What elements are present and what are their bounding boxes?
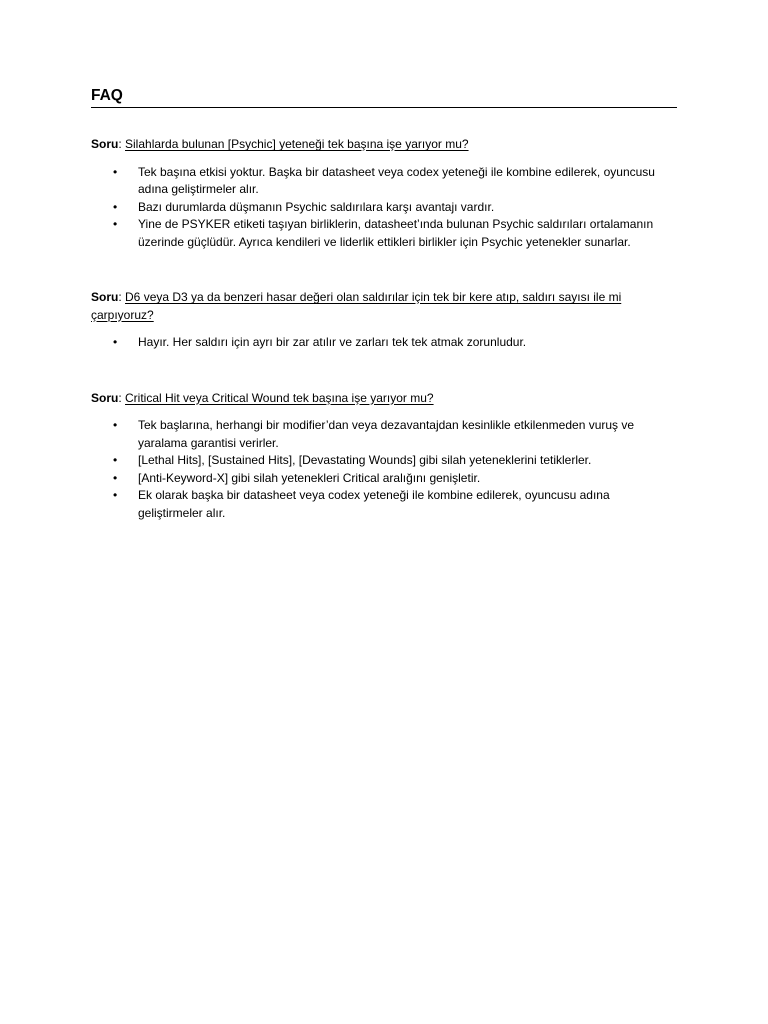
bullet-icon: • bbox=[113, 335, 118, 349]
faq-question: Soru: Critical Hit veya Critical Wound tek başına işe yarıyor mu? bbox=[91, 390, 434, 405]
bullet-icon: • bbox=[113, 217, 118, 231]
answer-item bbox=[91, 199, 677, 217]
question-label: Soru bbox=[91, 390, 119, 405]
answer-text: Hayır. Her saldırı için ayrı bir zar atılır ve zarları tek tek atmak zorunludur. bbox=[138, 335, 527, 349]
faq-item bbox=[91, 289, 677, 352]
answer-text: Tek başına etkisi yoktur. Başka bir datasheet veya codex yeteneği ile kombine edilerek, oyuncusu adına geliştirmeler alır. bbox=[138, 164, 655, 196]
faq-question: Soru: Silahlarda bulunan [Psychic] yeteneği tek başına işe yarıyor mu? bbox=[91, 137, 469, 151]
answer-item bbox=[91, 417, 677, 452]
question-label: Soru bbox=[91, 290, 119, 304]
bullet-icon: • bbox=[113, 164, 118, 179]
answer-list bbox=[91, 334, 677, 352]
answer-list bbox=[91, 417, 677, 522]
question-text: Silahlarda bulunan [Psychic] yeteneği tek başına işe yarıyor mu? bbox=[125, 137, 469, 151]
question-text: Critical Hit veya Critical Wound tek başına işe yarıyor mu? bbox=[125, 390, 434, 405]
bullet-icon: • bbox=[113, 453, 118, 467]
answer-text: Bazı durumlarda düşmanın Psychic saldırılara karşı avantajı vardır. bbox=[138, 199, 495, 214]
answer-item bbox=[91, 216, 677, 251]
answer-text: Tek başlarına, herhangi bir modifier’dan veya dezavantajdan kesinlikle etkilenmeden vuruş ve yaralama garantisi verirler. bbox=[138, 418, 635, 450]
question-text: D6 veya D3 ya da benzeri hasar değeri olan saldırılar için tek bir kere atıp, saldırı sayısı ile mi çarpıyoruz? bbox=[91, 290, 622, 322]
question-label: Soru bbox=[91, 137, 119, 151]
bullet-icon: • bbox=[113, 488, 118, 502]
answer-text: Ek olarak başka bir datasheet veya codex yeteneği ile kombine edilerek, oyuncusu adına geliştirmeler alır. bbox=[138, 488, 610, 520]
faq-item bbox=[91, 390, 677, 523]
faq-item bbox=[91, 136, 677, 251]
page-title: FAQ bbox=[91, 86, 677, 108]
answer-item bbox=[91, 164, 677, 199]
document-page bbox=[91, 86, 677, 522]
answer-text: [Anti-Keyword-X] gibi silah yetenekleri Critical aralığını genişletir. bbox=[138, 470, 481, 485]
bullet-icon: • bbox=[113, 418, 118, 432]
answer-item bbox=[91, 487, 677, 522]
answer-list bbox=[91, 164, 677, 252]
bullet-icon: • bbox=[113, 199, 118, 214]
bullet-icon: • bbox=[113, 470, 118, 485]
answer-text: Yine de PSYKER etiketi taşıyan birliklerin, datasheet’ında bulunan Psychic saldırıları ortalamanın üzerinde güçlüdür. Ayrıca kendileri ve liderlik ettikleri birlikler için Psychic yetenekler sunarlar. bbox=[138, 217, 654, 249]
answer-item bbox=[91, 470, 677, 488]
answer-text: [Lethal Hits], [Sustained Hits], [Devastating Wounds] gibi silah yeteneklerini tetiklerler. bbox=[138, 453, 592, 467]
faq-question: Soru: D6 veya D3 ya da benzeri hasar değeri olan saldırılar için tek bir kere atıp, saldırı sayısı ile mi çarpıyoruz? bbox=[91, 290, 622, 322]
answer-item bbox=[91, 334, 677, 352]
answer-item bbox=[91, 452, 677, 470]
